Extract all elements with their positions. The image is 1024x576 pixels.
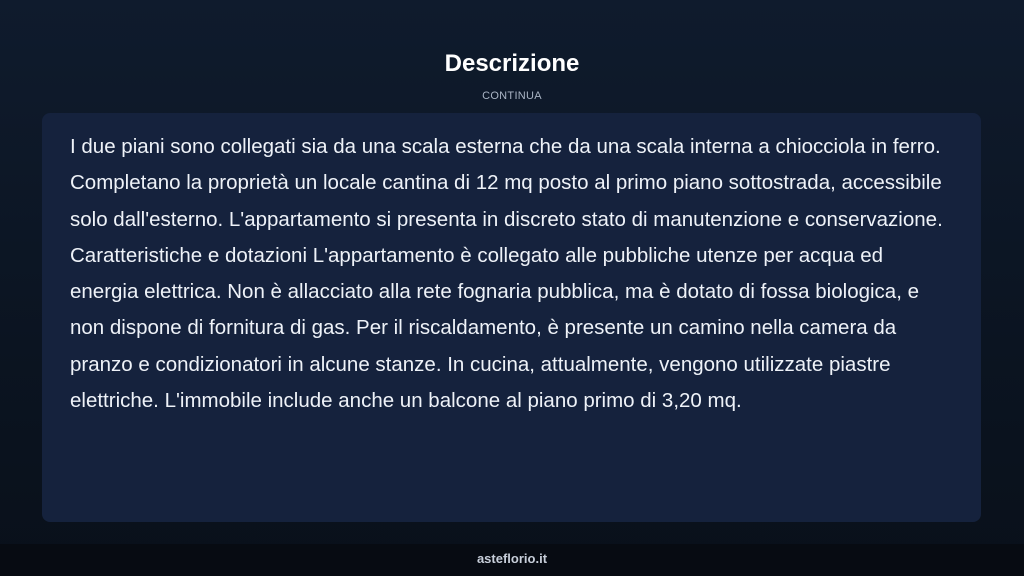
footer [0, 544, 1024, 576]
header [0, 48, 1024, 103]
description-card [42, 113, 981, 522]
page-title: Descrizione [444, 50, 580, 77]
page-subtitle: CONTINUA [482, 90, 542, 102]
description-text: I due piani sono collegati sia da una scala esterna che da una scala interna a chiocciola in ferro. Completano la proprietà un locale cantina di 12 mq posto al primo piano sottostrada, accessibile solo dall'esterno. L'appartamento si presenta in discreto stato di manutenzione e conservazione. Caratteristiche e dotazioni L'appartamento è collegato alle pubbliche utenze per acqua ed energia elettrica. Non è allacciato alla rete fognaria pubblica, ma è dotato di fossa biologica, e non dispone di fornitura di gas. Per il riscaldamento, è presente un camino nella camera da pranzo e condizionatori in alcune stanze. In cucina, attualmente, vengono utilizzate piastre elettriche. L'immobile include anche un balcone al piano primo di 3,20 mq. [70, 135, 943, 413]
footer-brand: asteflorio.it [476, 551, 548, 566]
